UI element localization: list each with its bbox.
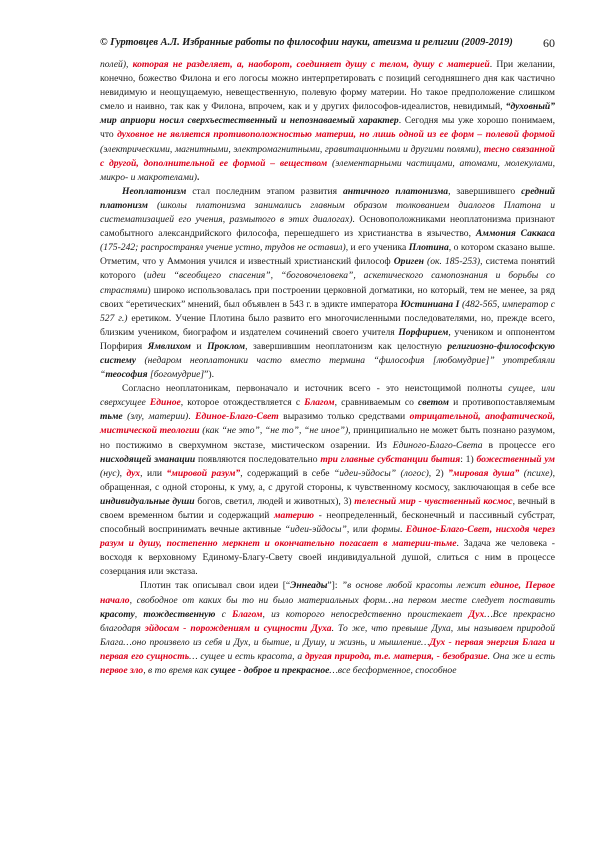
text-run: .	[399, 524, 406, 536]
text-run: (175-242; распространял учение устно, трудов не оставил)	[100, 242, 346, 254]
text-run: красоту	[100, 608, 135, 620]
text-run: , завершившего	[448, 185, 522, 197]
text-run: [богомудрие]	[147, 369, 205, 381]
text-run: богов, светил, людей и животных), 3)	[194, 495, 355, 507]
text-run: формы	[371, 524, 400, 536]
text-run: , обращенная, с одной стороны, к уму, а, с другой стороны, к чувственному космосу, заключающая в себе все	[100, 467, 555, 493]
text-run: Ориген	[393, 256, 424, 268]
text-run: эйдосам - порождениям и сущности Духа	[144, 622, 332, 634]
text-run: .	[196, 171, 200, 183]
text-run: . Сегодня мы уже хорошо понимаем, что	[100, 115, 555, 141]
text-run: “мировой разум”	[166, 467, 241, 479]
text-run: сущее - доброе и прекрасное	[210, 665, 330, 677]
text-run: светом	[418, 397, 449, 409]
text-run: . Она же и есть	[487, 650, 555, 662]
text-run: и	[191, 340, 208, 352]
text-run: (психе)	[519, 467, 553, 479]
text-run: ,	[119, 467, 127, 479]
text-run: стал последним этапом развития	[186, 185, 343, 197]
text-run: . То же, что превыше Духа, мы называем природой Блага…оно произвело из себя и Дух, и бытие, и Душу, и жизнь, и мышление…	[100, 622, 556, 648]
text-run: Единое-Благо-Свет	[195, 411, 279, 423]
text-run: тождественную	[143, 608, 216, 620]
text-run: “духовный” мир априори носил сверхъестественный и непознаваемый характер	[100, 101, 555, 127]
text-run: (элементарными частицами, атомами, молекулами, микро- и макротелами)	[100, 157, 555, 183]
text-run: (нус)	[100, 467, 120, 479]
text-run: (как “не это”, “не то”, “не иное”)	[199, 425, 349, 437]
text-run: ”).	[204, 369, 215, 381]
text-run: нисходящей эманации	[100, 453, 196, 465]
text-run: ,	[134, 608, 144, 620]
text-run: , или	[140, 467, 167, 479]
text-run: религиозно-философскую систему	[100, 340, 555, 366]
text-run: , о котором сказано выше. Отметим, что у Аммония учился и известный христианский философ	[100, 242, 555, 268]
text-run: Благом	[304, 397, 335, 409]
text-run: …Все прекрасно благодаря	[100, 608, 556, 634]
text-run: которая не разделяет, а, наоборот, соединяет душу с телом, душу с материей	[132, 59, 490, 70]
text-run: Единое-Благо-Свет, нисходя через разум и душу, постепенно меркнет и окончательно погасает в материи-тьме	[100, 524, 555, 550]
text-run: Единое	[149, 397, 181, 409]
text-run: три главные субстанции бытия	[320, 453, 461, 465]
text-run: ”]:	[327, 580, 342, 592]
text-run: телесный мир - чувственный космос	[354, 495, 513, 507]
paragraph-1	[100, 58, 555, 185]
text-run: духовное не является противоположностью материи, но лишь одной из ее форм – полевой формой	[117, 129, 555, 141]
running-header	[100, 36, 555, 52]
text-run: Согласно неоплатоникам, первоначало и источник всего - это неистощимой полноты	[122, 383, 509, 395]
text-run: божественный ум	[476, 453, 555, 465]
text-run: другая природа, т.е. материя, - безобразие	[304, 650, 488, 662]
text-run: . Основоположниками неоплатонизма признают самобытного александрийского философа, перешедшего из христианства в язычество,	[100, 214, 555, 240]
text-run: полей),	[100, 59, 133, 70]
text-run: дух	[126, 467, 141, 479]
text-run: … сущее и есть красота, а	[189, 650, 305, 662]
text-run: отрицательной, апофатической, мистической теологии	[100, 411, 556, 437]
text-run: (недаром неоплатоники часто вместо термина “философия [любомудрие]” употребляли “	[100, 354, 555, 381]
text-run: и противопоставляемым	[448, 397, 555, 409]
page-number: 60	[543, 36, 555, 50]
paragraph-4	[100, 579, 555, 678]
text-run: ”в основе любой красоты лежит	[341, 580, 491, 592]
text-run: Аммония Саккаса	[475, 228, 555, 240]
text-run: , система понятий которого (	[100, 256, 555, 282]
text-run: “идеи-эйдосы”	[284, 524, 347, 536]
text-run: , и его ученика	[345, 242, 409, 254]
text-run: : 1)	[460, 453, 477, 465]
text-run: Благом	[232, 608, 263, 620]
text-run: , в то время как	[143, 665, 211, 677]
text-run: (электрическими, магнитными, электромагнитными, гравитационными и другими полями),	[100, 143, 484, 155]
text-run: Плотина	[408, 242, 449, 254]
text-run: первое зло	[100, 665, 144, 677]
text-run: , которое отождествляется с	[180, 397, 305, 409]
text-run: еретиком. Учение Плотина было развито его многочисленными последователями, но, прежде всего, близким учеником, биографом и издателем сочинений своего учителя	[100, 312, 555, 338]
paragraph-3	[100, 382, 555, 579]
text-run: появляются последовательно	[195, 453, 321, 465]
text-run: , вечный в своем временном бытии и содержащий	[100, 495, 556, 521]
text-run: материю	[273, 510, 315, 521]
text-run: в процессе его	[482, 439, 555, 451]
text-run: Эннеады	[290, 580, 328, 592]
text-run: , 2)	[428, 467, 449, 479]
text-run: (школы платонизма занимались главным образом толкованием диалогов Платона и систематизацией его учения, размытого в этих диалогах)	[100, 199, 555, 226]
document-body	[100, 58, 555, 678]
text-run: Ямвлихом	[147, 340, 191, 352]
text-run: сущее, или сверхсущее	[100, 383, 555, 409]
text-run: тьме	[100, 411, 123, 423]
text-run: .	[188, 411, 196, 423]
text-run: Юстиниана I	[400, 298, 460, 310]
text-run: . При желании, конечно, божество Филона и его логосы можно интерпретировать с позиций сегодняшнего дня как частично невидимую и неощущаемую, невещественную, полевую форму материи. Но такое предположение слишком смело и наивно, так как у Филона, впрочем, как и у других философов-идеалистов, невидимый,	[100, 59, 556, 113]
text-run: (злу, материи)	[122, 411, 189, 423]
text-run: …все бесформенное, способное	[329, 665, 457, 677]
text-run: , или	[346, 524, 372, 536]
text-run: средний платонизм	[100, 185, 555, 211]
text-run: (482-565, император с 527 г.)	[100, 298, 555, 324]
text-run: тесно связанной с другой, дополнительной ее формой – веществом	[100, 143, 555, 169]
text-run: Плотин так описывал свои идеи [“	[140, 580, 291, 592]
text-run: Порфирием	[398, 326, 449, 338]
text-run: , сравниваемым со	[334, 397, 419, 409]
text-run: (ок. 185-253)	[423, 256, 481, 268]
text-run: Единого-Благо-Света	[392, 439, 483, 451]
text-run: Проклом	[207, 340, 246, 352]
paragraph-2	[100, 185, 555, 382]
text-run: , принципиально не может быть познано разумом, но постижимо в сверхумном экстазе, мистическом озарении. Из	[100, 425, 555, 451]
text-run: ”мировая душа”	[448, 467, 520, 479]
text-run: Дух - первая энергия Блага и первая его сущность	[100, 636, 555, 662]
text-run: . Задача же человека - восходя к верховному Единому-Благу-Свету своей индивидуальной душой, слиться с ним в процессе созерцания или экстаза.	[100, 538, 555, 578]
header-title: © Гуртовцев А.Л. Избранные работы по философии науки, атеизма и религии (2009-2019)	[100, 37, 513, 48]
text-run: индивидуальные души	[100, 495, 195, 507]
text-run: , содержащий в себе	[240, 467, 334, 479]
text-run: , из которого непосредственно проистекает	[262, 608, 469, 620]
text-run: , свободное от каких бы то ни было материальных форм…на первом месте следует поставить	[129, 594, 555, 606]
text-run: , учеником и оппонентом Порфирия	[100, 326, 555, 352]
text-run: античного платонизма	[342, 185, 449, 197]
text-run: с	[215, 608, 233, 620]
text-run: “идеи-эйдосы” (логос)	[333, 467, 429, 479]
text-run: - неопределенный, бесконечный и пассивный субстрат, способный воспринимать вечные активные	[100, 510, 555, 536]
text-run: теософия	[105, 369, 148, 381]
text-run: выразимо только средствами	[278, 411, 410, 423]
text-run: , завершившим неоплатонизм как целостную	[245, 340, 448, 352]
text-run: Неоплатонизм	[122, 185, 187, 197]
text-run: единое, Первое начало	[100, 580, 555, 606]
text-run: идеи “всеобщего спасения”, “боговочеловека”, аскетического самопознания и борьбы со страстями	[100, 270, 555, 296]
text-run: ) широко использовалась при построении церковной догматики, но который, тем не менее, за ряд своих “еретических” мнений, был объявлен в 543 г. в эдикте императора	[100, 284, 555, 310]
text-run: Дух	[468, 608, 485, 620]
